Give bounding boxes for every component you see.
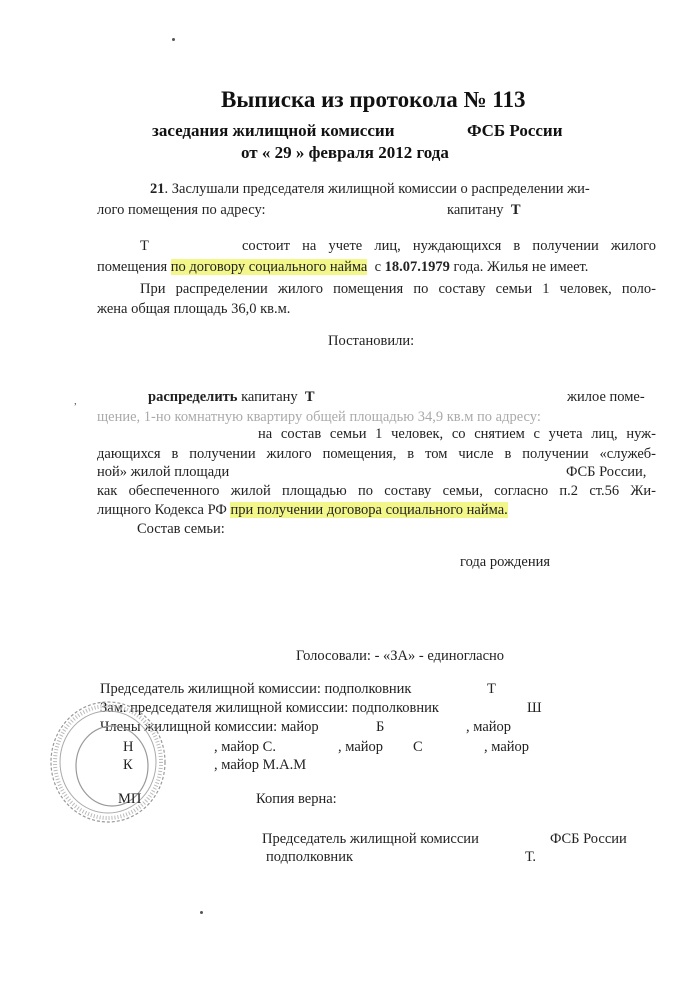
decision-line-6: как обеспеченного жилой площадью по составу семьи, согласно п.2 ст.56 Жи- [97, 483, 656, 499]
decision-line-7 [97, 501, 508, 519]
text: с [374, 259, 382, 275]
member-4: К [123, 757, 133, 773]
text: лищного Кодекса РФ [97, 502, 227, 518]
highlighted-text: по договору социального найма [170, 259, 368, 275]
name-initial: Т [510, 202, 521, 218]
family-label: Состав семьи: [137, 521, 225, 537]
p2-name: Т [140, 238, 149, 254]
chair-line: Председатель жилищной комиссии: подполковник [100, 681, 412, 697]
member-sep-1: , майор [466, 719, 512, 735]
members-label: Члены жилищной комиссии: майор [100, 719, 319, 735]
member-sep-2: , майор С. [214, 739, 276, 755]
decision-line-1 [148, 388, 315, 406]
official-seal-icon [48, 700, 168, 825]
item-line-1 [150, 180, 590, 198]
verb: распределить [148, 389, 238, 405]
member-sep-5: , майор М.А.М [214, 757, 307, 773]
chair-name: Т [487, 681, 496, 697]
decision-line-5-left: ной» жилой площади [97, 464, 230, 480]
decision-line-2: щение, 1-но комнатную квартиру общей площадью 34,9 кв.м по адресу: [97, 409, 541, 425]
vote-result: Голосовали: - «ЗА» - единогласно [296, 648, 505, 664]
margin-mark: , [74, 395, 77, 407]
rank: капитану [447, 202, 504, 218]
signer-title: Председатель жилищной комиссии [262, 831, 479, 847]
p2-line-1: состоит на учете лиц, нуждающихся в получении жилого [242, 238, 656, 254]
member-sep-4: , майор [484, 739, 530, 755]
decision-line-3: на состав семьи 1 человек, со снятием с учета лиц, нуж- [258, 426, 656, 442]
rank: капитану [241, 389, 298, 405]
decision-line-1-right: жилое поме- [567, 389, 645, 405]
decision-line-4: дающихся в получении жилого помещения, в том числе в получении «служеб- [97, 446, 656, 462]
member-sep-3: , майор [338, 739, 384, 755]
p3-line-1: При распределении жилого помещения по составу семьи 1 человек, поло- [140, 281, 656, 297]
item-text: . Заслушали председателя жилищной комиссии о распределении жи- [164, 181, 590, 197]
name-initial: Т [304, 389, 315, 405]
deputy-name: Ш [527, 700, 542, 716]
date-line: от « 29 » февраля 2012 года [241, 143, 449, 162]
member-3: С [413, 739, 423, 755]
p3-line-2: жена общая площадь 36,0 кв.м. [97, 301, 291, 317]
item-line-2: лого помещения по адресу: [97, 202, 266, 218]
signer-name: Т. [525, 849, 537, 865]
member-1: Б [376, 719, 385, 735]
signer-rank: подполковник [266, 849, 353, 865]
text: помещения [97, 259, 168, 275]
scan-speck [200, 911, 203, 914]
scan-speck [172, 38, 175, 41]
item-line-2-right [447, 201, 520, 219]
copy-label: Копия верна: [256, 791, 337, 807]
highlighted-text: при получении договора социального найма. [230, 502, 508, 518]
text: года. Жилья не имеет. [453, 259, 589, 275]
decision-line-5-right: ФСБ России, [566, 464, 647, 480]
p2-line-2 [97, 258, 588, 276]
subtitle-left: заседания жилищной комиссии [152, 121, 395, 140]
document-title: Выписка из протокола № 113 [221, 87, 526, 112]
birth-year-label: года рождения [460, 554, 551, 570]
deputy-line: Зам. председателя жилищной комиссии: подполковник [100, 700, 439, 716]
item-number: 21 [150, 181, 165, 197]
date: 18.07.1979 [384, 259, 450, 275]
subtitle-right: ФСБ России [467, 121, 563, 140]
stamp-label: МП [118, 791, 142, 807]
member-2: Н [123, 739, 134, 755]
decision-heading: Постановили: [328, 333, 415, 349]
signer-org: ФСБ России [550, 831, 627, 847]
